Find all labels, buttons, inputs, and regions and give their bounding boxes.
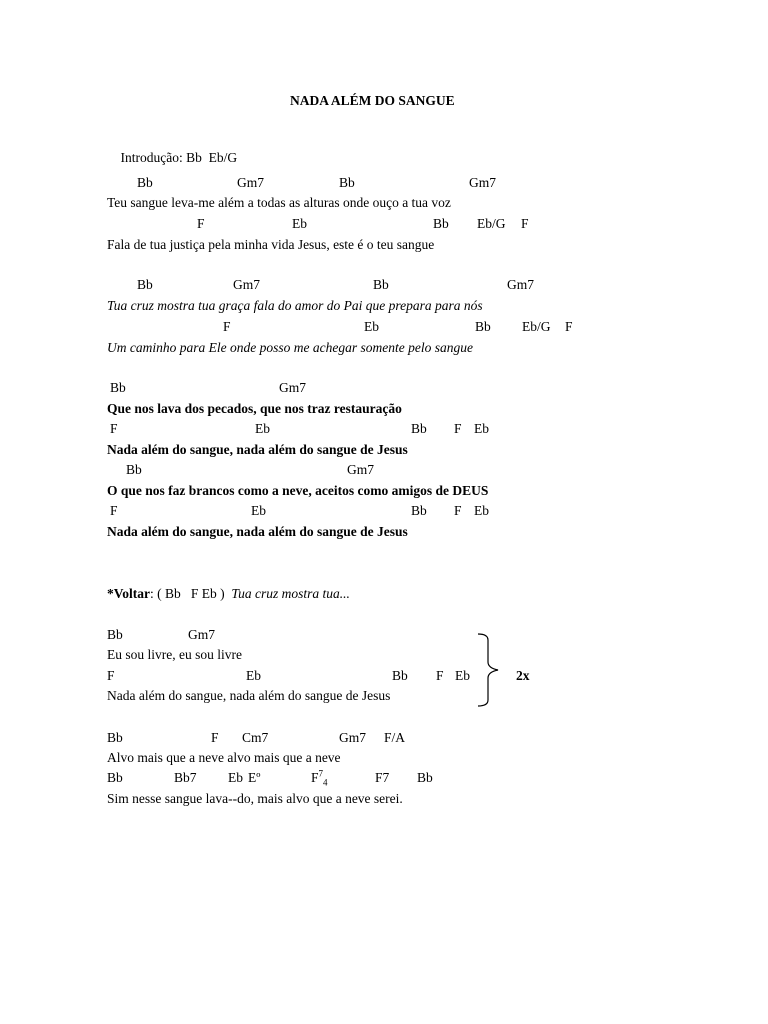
chord xyxy=(311,770,328,786)
lyric-line: Nada além do sangue, nada além do sangue de Jesus xyxy=(107,688,391,703)
chord: Eb xyxy=(251,503,266,518)
chord: F xyxy=(211,730,219,745)
lyric-line: Que nos lava dos pecados, que nos traz restauração xyxy=(107,401,402,416)
lyric-line: Nada além do sangue, nada além do sangue de Jesus xyxy=(107,442,408,457)
chord: Eº xyxy=(248,770,261,785)
voltar-chords: : ( Bb F Eb ) xyxy=(150,586,225,601)
lyric-line: Teu sangue leva-me além a todas as alturas onde ouço a tua voz xyxy=(107,195,451,210)
lyric-line: Alvo mais que a neve alvo mais que a neve xyxy=(107,750,341,765)
chord: Gm7 xyxy=(507,277,534,292)
chord-sup: 7 xyxy=(318,768,324,779)
chord: Gm7 xyxy=(279,380,306,395)
chord: F xyxy=(107,668,115,683)
lyric-line: Tua cruz mostra tua graça fala do amor do Pai que prepara para nós xyxy=(107,298,483,313)
chord: Gm7 xyxy=(188,627,215,642)
lyric-line: Fala de tua justiça pela minha vida Jesus, este é o teu sangue xyxy=(107,237,435,252)
chord: F xyxy=(565,319,573,334)
lyric-line: Um caminho para Ele onde posso me achegar somente pelo sangue xyxy=(107,340,473,355)
chord: Bb xyxy=(392,668,408,683)
chord-root: F xyxy=(311,770,319,785)
chord: Bb7 xyxy=(174,770,197,785)
chord: Bb xyxy=(411,421,427,436)
chord: Gm7 xyxy=(237,175,264,190)
chord: F xyxy=(110,503,118,518)
repeat-brace-icon xyxy=(476,632,510,708)
lyric-line: Eu sou livre, eu sou livre xyxy=(107,647,242,662)
song-title: NADA ALÉM DO SANGUE xyxy=(290,93,455,108)
lyric-line: O que nos faz brancos como a neve, aceitos como amigos de DEUS xyxy=(107,483,489,498)
lyric-line: Nada além do sangue, nada além do sangue de Jesus xyxy=(107,524,408,539)
chord: F xyxy=(521,216,529,231)
voltar-label: *Voltar xyxy=(107,586,150,601)
intro-line xyxy=(107,134,237,182)
chord: Cm7 xyxy=(242,730,269,745)
chord: Gm7 xyxy=(233,277,260,292)
repeat-label: 2x xyxy=(516,668,530,683)
chord: F7 xyxy=(375,770,390,785)
chord: F xyxy=(436,668,444,683)
chord: F xyxy=(454,421,462,436)
intro-label: Introdução: xyxy=(120,150,183,165)
chord-sub: 4 xyxy=(323,777,328,788)
chord: Eb xyxy=(474,503,489,518)
chord: Eb xyxy=(246,668,261,683)
chord: Bb xyxy=(417,770,433,785)
chord: Gm7 xyxy=(347,462,374,477)
chord: Eb xyxy=(228,770,243,785)
intro-chords: Bb Eb/G xyxy=(186,150,238,165)
lyric-line: Sim nesse sangue lava--do, mais alvo que a neve serei. xyxy=(107,791,403,806)
chord: Bb xyxy=(373,277,389,292)
voltar-line xyxy=(107,586,350,602)
chord: Eb xyxy=(255,421,270,436)
chord: F/A xyxy=(384,730,406,745)
voltar-lyric: Tua cruz mostra tua... xyxy=(231,586,350,601)
chord: Bb xyxy=(110,380,126,395)
chord: Eb xyxy=(364,319,379,334)
chord: Gm7 xyxy=(339,730,366,745)
chord: Bb xyxy=(433,216,449,231)
chord: Eb xyxy=(474,421,489,436)
chord: Bb xyxy=(411,503,427,518)
chord: F xyxy=(110,421,118,436)
chord: F xyxy=(197,216,205,231)
chord: F xyxy=(223,319,231,334)
chord: Bb xyxy=(107,730,123,745)
chord: Bb xyxy=(107,770,123,785)
chord: Bb xyxy=(107,627,123,642)
chord: Bb xyxy=(137,277,153,292)
chord: Bb xyxy=(475,319,491,334)
chord: Bb xyxy=(137,175,153,190)
chord: Bb xyxy=(126,462,142,477)
chord: Gm7 xyxy=(469,175,496,190)
chord: F xyxy=(454,503,462,518)
chord: Eb/G xyxy=(477,216,506,231)
chord: Eb xyxy=(455,668,470,683)
chord: Eb xyxy=(292,216,307,231)
chord: Bb xyxy=(339,175,355,190)
chord: Eb/G xyxy=(522,319,551,334)
